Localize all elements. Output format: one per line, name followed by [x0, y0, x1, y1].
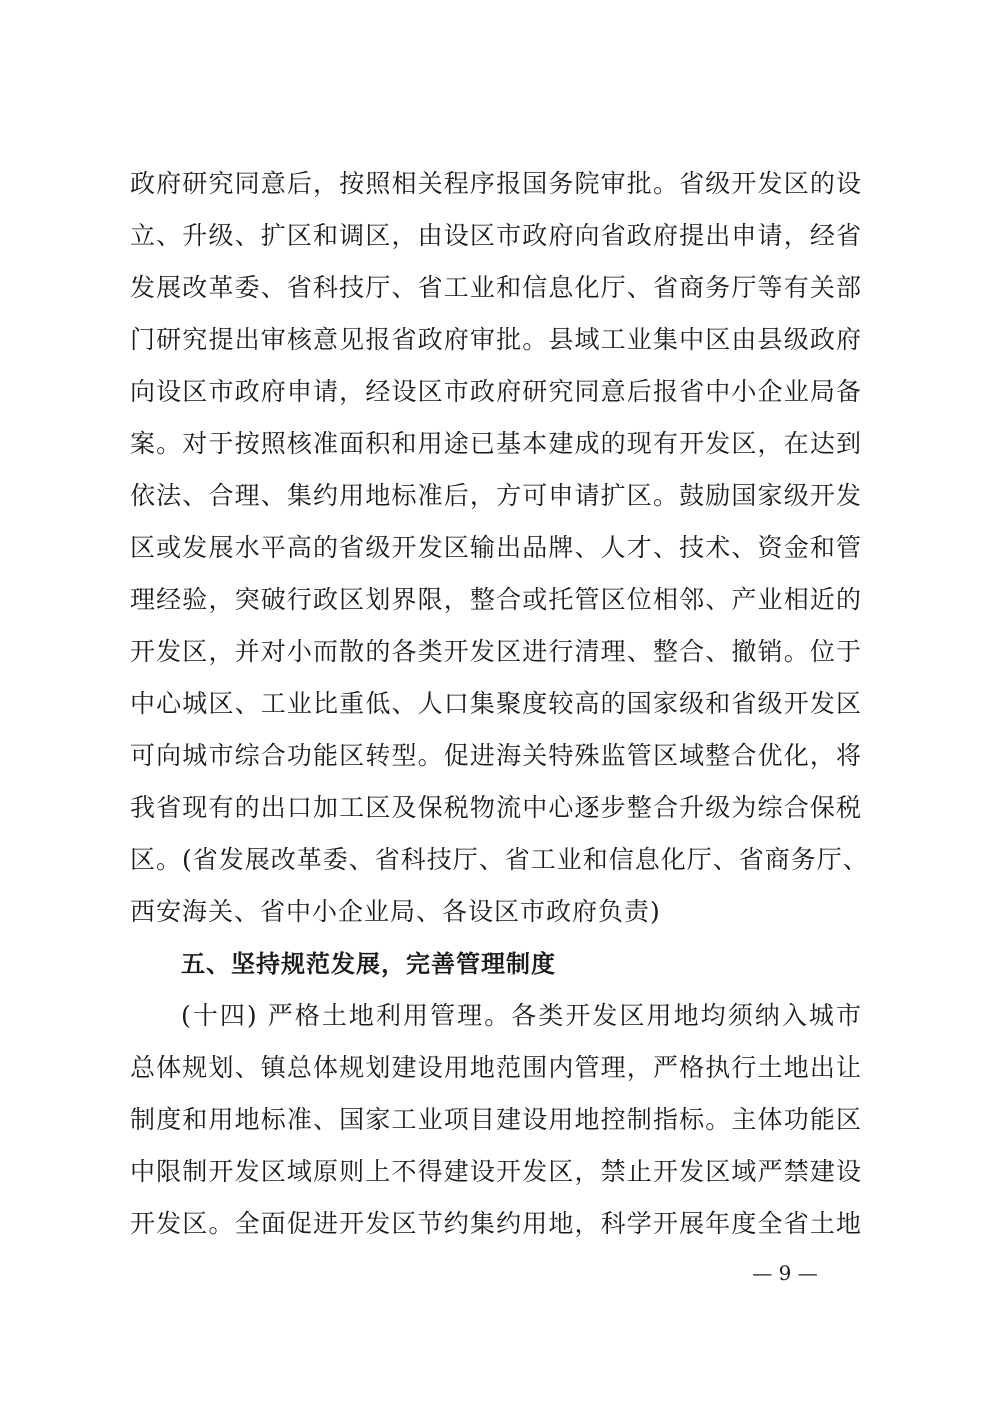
paragraph-line: 理经验，突破行政区划界限，整合或托管区位相邻、产业相近的 [130, 585, 862, 614]
paragraph-line: 可向城市综合功能区转型。促进海关特殊监管区域整合优化，将 [130, 741, 862, 770]
paragraph-line: 西安海关、省中小企业局、各设区市政府负责) [130, 897, 661, 926]
paragraph-line: 制度和用地标准、国家工业项目建设用地控制指标。主体功能区 [130, 1105, 862, 1134]
paragraph-line: 中限制开发区域原则上不得建设开发区，禁止开发区域严禁建设 [130, 1157, 862, 1186]
paragraph-line: 依法、合理、集约用地标准后，方可申请扩区。鼓励国家级开发 [130, 481, 862, 510]
paragraph-line: 开发区。全面促进开发区节约集约用地，科学开展年度全省土地 [130, 1209, 862, 1238]
paragraph-line: 区或发展水平高的省级开发区输出品牌、人才、技术、资金和管 [130, 533, 862, 562]
paragraph-line: 向设区市政府申请，经设区市政府研究同意后报省中小企业局备 [130, 377, 862, 406]
paragraph-line: 立、升级、扩区和调区，由设区市政府向省政府提出申请，经省 [130, 221, 862, 250]
paragraph-line: 开发区，并对小而散的各类开发区进行清理、整合、撤销。位于 [130, 637, 862, 666]
section-heading: 五、坚持规范发展，完善管理制度 [181, 950, 556, 978]
paragraph-line: 中心城区、工业比重低、人口集聚度较高的国家级和省级开发区 [130, 689, 862, 718]
paragraph-line: 门研究提出审核意见报省政府审批。县域工业集中区由县级政府 [130, 325, 862, 354]
paragraph-line: 案。对于按照核准面积和用途已基本建成的现有开发区，在达到 [130, 429, 862, 458]
paragraph-line: (十四) 严格土地利用管理。各类开发区用地均须纳入城市 [181, 1001, 862, 1030]
page-number: — 9 — [752, 1261, 818, 1285]
paragraph-line: 区。(省发展改革委、省科技厅、省工业和信息化厅、省商务厅、 [130, 845, 869, 874]
paragraph-line: 总体规划、镇总体规划建设用地范围内管理，严格执行土地出让 [130, 1053, 862, 1082]
paragraph-line: 发展改革委、省科技厅、省工业和信息化厅、省商务厅等有关部 [130, 273, 862, 302]
paragraph-line: 政府研究同意后，按照相关程序报国务院审批。省级开发区的设 [130, 169, 862, 198]
paragraph-line: 我省现有的出口加工区及保税物流中心逐步整合升级为综合保税 [130, 793, 862, 822]
